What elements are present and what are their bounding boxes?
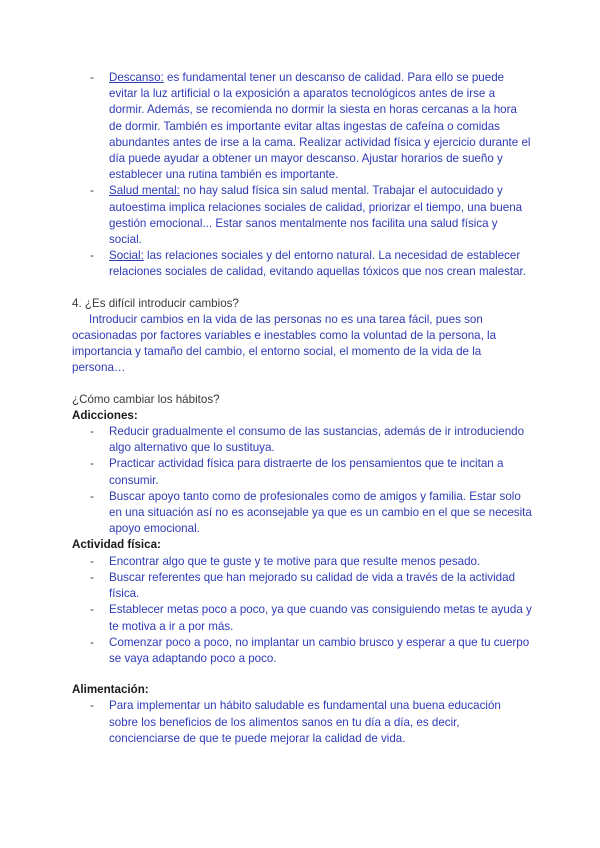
actividad-title: Actividad física: [72, 538, 161, 552]
list-item [72, 602, 532, 634]
bullet-dash: - [90, 249, 94, 263]
list-item [72, 635, 532, 667]
item-text: Establecer metas poco a poco, ya que cuando vas consiguiendo metas te ayuda y te motiva a ir a por más. [109, 603, 532, 633]
spacer [72, 377, 532, 392]
bullet-dash: - [90, 699, 94, 713]
list-item [72, 424, 532, 456]
list-item [72, 456, 532, 488]
list-item [72, 248, 532, 280]
item-text: Para implementar un hábito saludable es fundamental una buena educación sobre los beneficios de los alimentos sanos en tu día a día, es decir, concienciarse de que te puede mejorar la calidad de vida. [109, 699, 501, 745]
actividad-list [72, 554, 532, 667]
bullet-dash: - [90, 71, 94, 84]
adicciones-list [72, 424, 532, 537]
item-text: Comenzar poco a poco, no implantar un cambio brusco y esperar a que tu cuerpo se vaya adaptando poco a poco. [109, 635, 530, 665]
bullet-dash: - [90, 554, 94, 568]
item-text: Buscar apoyo tanto como de profesionales como de amigos y familia. Estar solo en una situación así no es aconsejable ya que es un cambio en el que se necesita apoyo emocional. [109, 489, 532, 536]
item-text: Encontrar algo que te guste y te motive para que resulte menos pesado. [109, 554, 481, 568]
item-text: Buscar referentes que han mejorado su calidad de vida a través de la actividad física. [109, 570, 516, 601]
bullet-dash: - [90, 635, 94, 649]
list-item [72, 489, 532, 538]
adicciones-title: Adicciones: [72, 408, 138, 422]
spacer [72, 667, 532, 682]
bullet-dash: - [90, 603, 94, 617]
spacer [72, 281, 532, 296]
item-text: Reducir gradualmente el consumo de las sustancias, además de ir introduciendo algo alternativo que lo sustituya. [109, 425, 525, 455]
item-text: las relaciones sociales y del entorno natural. La necesidad de establecer relaciones sociales de calidad, evitando aquellas tóxicos que nos crean malestar. [109, 249, 526, 279]
item-text: es fundamental tener un descanso de calidad. Para ello se puede evitar la luz artificial o la exposición a aparatos tecnológicos antes de irse a dormir. Además, se recomienda no dormir la siesta en horas cercanas a la hora de dormir. También es importante evitar altas ingestas de cafeína o comidas abundantes antes de irse a la cama. Realizar actividad física y ejercicio durante el día puede ayudar a obtener un mayor descanso. Ajustar horarios de sueño y establecer una rutina también es importante. [109, 71, 531, 182]
item-label: Descanso: [109, 71, 164, 84]
list-item [72, 570, 532, 602]
bullet-dash: - [90, 457, 94, 471]
item-label: Salud mental: [109, 184, 180, 198]
list-item [72, 183, 532, 248]
list-item [72, 70, 532, 183]
section-4-paragraph: Introducir cambios en la vida de las personas no es una tarea fácil, pues son ocasionadas por factores variables e inestables como la voluntad de la persona, la importancia y tamaño del cambio, el entorno social, el momento de la vida de la persona… [72, 312, 497, 375]
alimentacion-list [72, 698, 532, 747]
list-item [72, 698, 532, 747]
top-bullet-list [72, 70, 532, 281]
bullet-dash: - [90, 184, 94, 198]
how-to-heading: ¿Cómo cambiar los hábitos? [72, 392, 220, 406]
document-page [72, 70, 532, 747]
item-text: no hay salud física sin salud mental. Trabajar el autocuidado y autoestima implica relaciones sociales de calidad, priorizar el tiempo, una buena gestión emocional... Estar sanos mentalmente nos facilita una salud física y social. [109, 184, 523, 247]
bullet-dash: - [90, 489, 94, 503]
alimentacion-title: Alimentación: [72, 683, 149, 697]
bullet-dash: - [90, 570, 94, 584]
item-text: Practicar actividad física para distraerte de los pensamientos que te incitan a consumir. [109, 457, 504, 487]
section-4-heading: 4. ¿Es difícil introducir cambios? [72, 296, 239, 310]
list-item [72, 554, 532, 570]
bullet-dash: - [90, 425, 94, 439]
item-label: Social: [109, 249, 144, 263]
